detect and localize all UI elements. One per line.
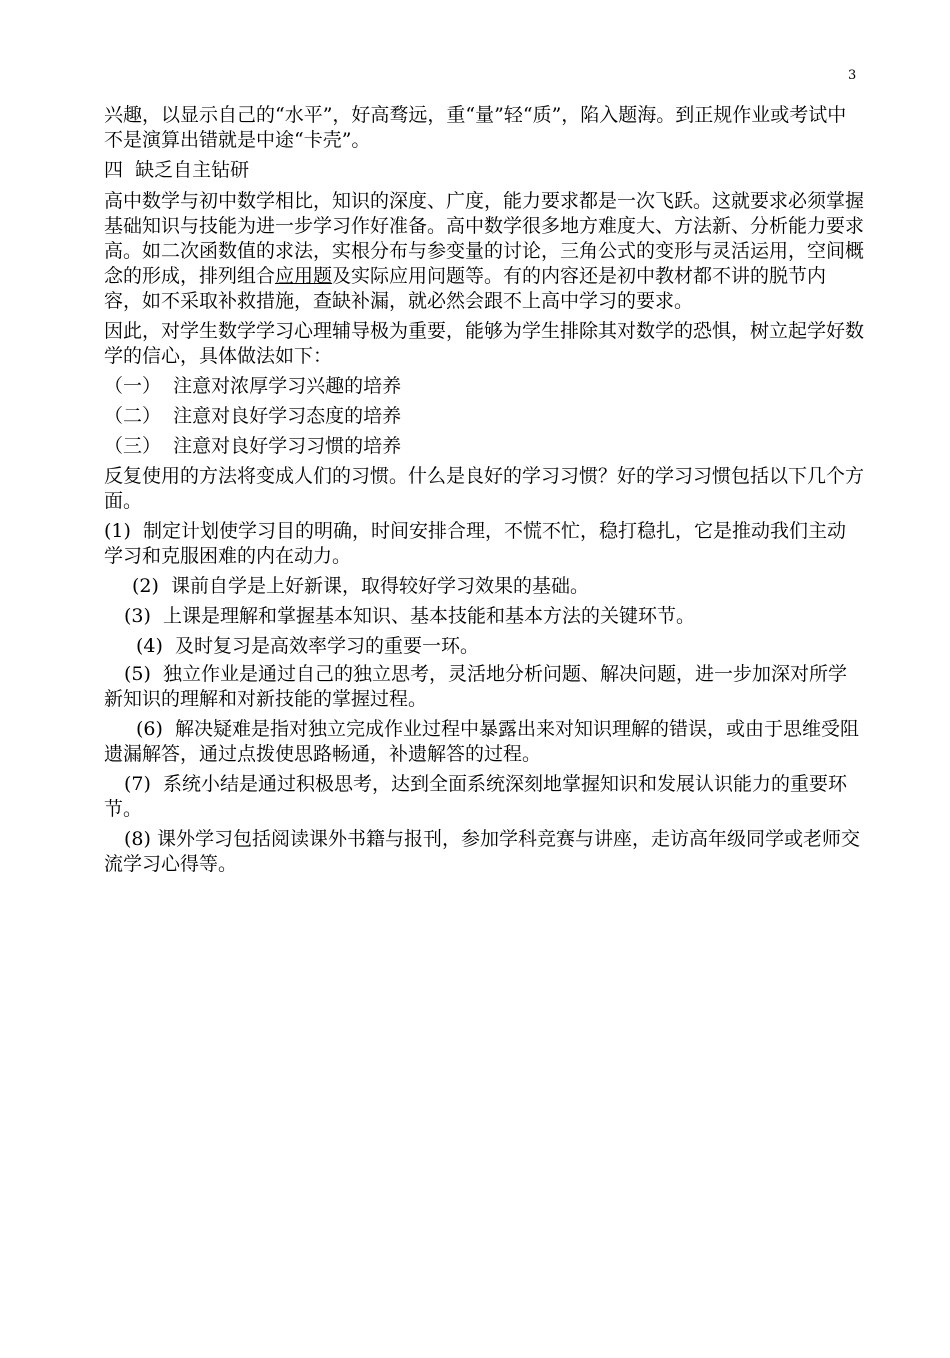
- list-item-extracurricular: (8) 课外学习包括阅读课外书籍与报刊，参加学科竞赛与讲座，走访高年级同学或老师交流学习心得等。: [104, 828, 860, 875]
- document-body: [104, 103, 864, 882]
- sub-heading-attitude: （二） 注意对良好学习态度的培养: [104, 405, 402, 427]
- sub-heading-habits: （三） 注意对良好学习习惯的培养: [104, 435, 402, 457]
- sub-heading-interest: （一） 注意对浓厚学习兴趣的培养: [104, 375, 402, 397]
- list-item-review: (4) 及时复习是高效率学习的重要一环。: [136, 635, 479, 657]
- paragraph-habits-intro: 反复使用的方法将变成人们的习惯。什么是良好的学习习惯？好的学习习惯包括以下几个方面。: [104, 465, 865, 512]
- list-item-homework: (5) 独立作业是通过自己的独立思考，灵活地分析问题、解决问题，进一步加深对所学新知识的理解和对新技能的掌握过程。: [104, 663, 847, 710]
- paragraph-text-after-link: 及实际应用问题等。有的内容还是初中教材都不讲的脱节内容，如不采取补救措施，查缺补漏，就必然会跟不上高中学习的要求。: [104, 265, 827, 312]
- paragraph-counseling: 因此，对学生数学学习心理辅导极为重要，能够为学生排除其对数学的恐惧，树立起学好数学的信心，具体做法如下：: [104, 320, 865, 367]
- page-number: 3: [848, 68, 857, 83]
- list-item-lecture: (3) 上课是理解和掌握基本知识、基本技能和基本方法的关键环节。: [124, 605, 695, 627]
- list-item-plan: (1) 制定计划使学习目的明确，时间安排合理，不慌不忙，稳打稳扎，它是推动我们主动学习和克服困难的内在动力。: [104, 520, 846, 567]
- paragraph-text-before-link: 高中数学与初中数学相比，知识的深度、广度，能力要求都是一次飞跃。这就要求必须掌握基础知识与技能为进一步学习作好准备。高中数学很多地方难度大、方法新、分析能力要求高。如二次函数值的求法，实根分布与参变量的讨论，三角公式的变形与灵活运用，空间概念的形成，排列组合: [104, 190, 865, 287]
- word-problem-link[interactable]: 应用题: [275, 265, 333, 287]
- list-item-summary: (7) 系统小结是通过积极思考，达到全面系统深刻地掌握知识和发展认识能力的重要环节。: [104, 773, 847, 820]
- section-heading-4: 四 缺乏自主钻研: [104, 159, 250, 181]
- paragraph-math-comparison: [104, 189, 864, 314]
- list-item-doubts: (6) 解决疑难是指对独立完成作业过程中暴露出来对知识理解的错误，或由于思维受阻遗漏解答，通过点拨使思路畅通，补遗解答的过程。: [104, 718, 859, 765]
- list-item-preview: (2) 课前自学是上好新课，取得较好学习效果的基础。: [132, 575, 589, 597]
- paragraph-interest: 兴趣，以显示自己的“水平”，好高骛远，重“量”轻“质”，陷入题海。到正规作业或考试中不是演算出错就是中途“卡壳”。: [104, 104, 847, 151]
